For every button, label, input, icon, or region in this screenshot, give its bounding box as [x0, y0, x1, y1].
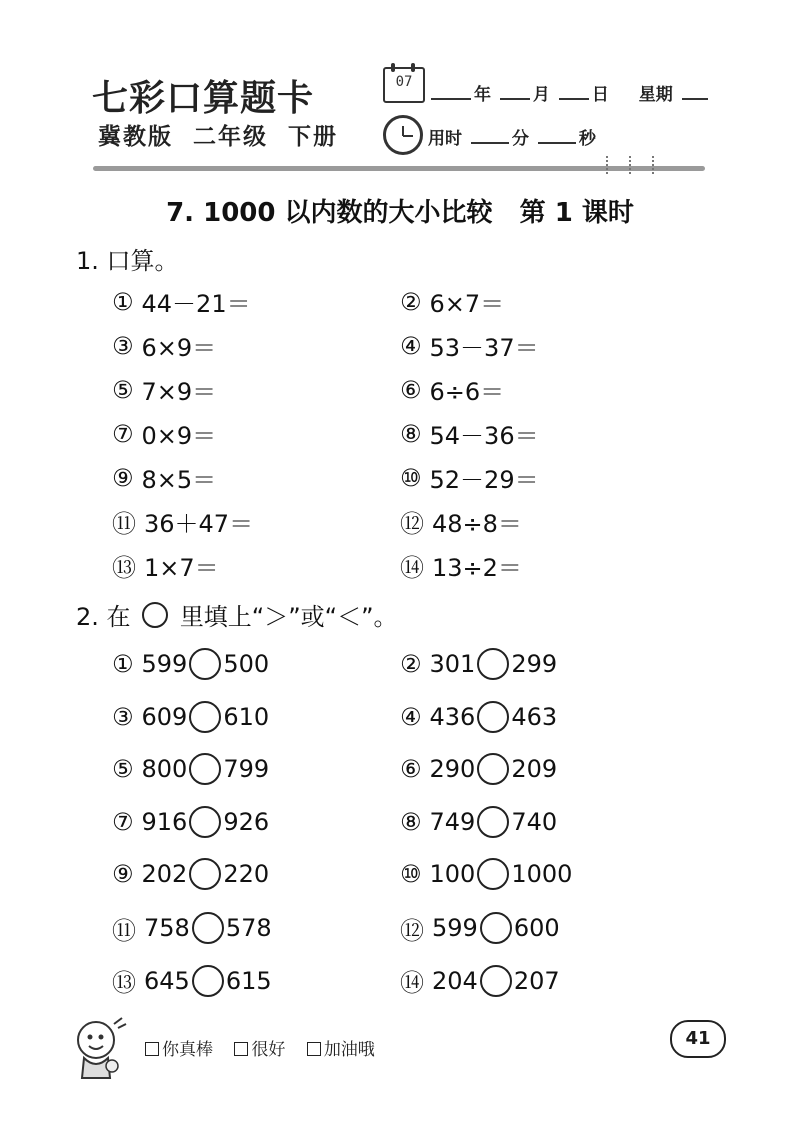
oral-calc-item: [112, 460, 216, 495]
item-number: ⑪: [112, 916, 136, 945]
section2-title: [76, 597, 398, 632]
compare-circle[interactable]: [192, 965, 224, 997]
calc-expression: 1×7＝: [144, 554, 219, 582]
day-label: 日: [591, 85, 609, 105]
right-number: 926: [223, 807, 270, 836]
circle-icon: [142, 602, 168, 628]
item-number: ⑫: [400, 510, 424, 538]
oral-calc-item: [400, 416, 539, 451]
calc-expression: 54－36＝: [429, 422, 539, 450]
item-number: ⑭: [400, 554, 424, 582]
right-number: 299: [511, 650, 558, 678]
compare-circle[interactable]: [189, 806, 221, 838]
calc-expression: 44－21＝: [141, 290, 251, 318]
oral-calc-item: [112, 328, 216, 363]
oral-calc-item: [400, 504, 522, 539]
compare-circle[interactable]: [189, 648, 221, 680]
item-number: ③: [112, 331, 134, 360]
item-number: ②: [400, 287, 422, 316]
left-number: 749: [429, 807, 476, 836]
oral-calc-item: [112, 372, 216, 407]
calendar-icon: [383, 67, 425, 103]
compare-item: [112, 753, 269, 785]
item-number: ⑥: [400, 375, 422, 404]
compare-circle[interactable]: [189, 858, 221, 890]
item-number: ⑬: [112, 554, 136, 582]
left-number: 758: [144, 914, 190, 942]
self-rating: [145, 1035, 391, 1060]
item-number: ⑧: [400, 419, 422, 448]
compare-circle[interactable]: [192, 912, 224, 944]
oral-calc-item: [400, 460, 539, 495]
compare-item: [112, 963, 272, 998]
left-number: 916: [141, 807, 188, 836]
rating-label: 你真棒: [162, 1040, 213, 1060]
mascot-icon: [68, 1012, 132, 1084]
time-fields: [428, 124, 596, 149]
left-number: 290: [429, 755, 476, 783]
calendar-number: 07: [395, 74, 413, 90]
right-number: 207: [513, 966, 560, 995]
oral-calc-item: [112, 504, 253, 539]
second-label: 秒: [578, 129, 596, 149]
left-number: 800: [141, 755, 188, 783]
item-number: ⑦: [112, 419, 134, 448]
compare-circle[interactable]: [189, 701, 221, 733]
compare-item: [400, 806, 557, 838]
right-number: 220: [223, 860, 270, 888]
compare-circle[interactable]: [477, 753, 509, 785]
compare-circle[interactable]: [477, 806, 509, 838]
oral-calc-item: [112, 284, 251, 319]
compare-item: [400, 963, 560, 998]
calc-expression: 6×9＝: [141, 334, 217, 362]
left-number: 609: [141, 702, 188, 731]
item-number: ⑤: [112, 755, 134, 783]
item-number: ③: [112, 702, 134, 731]
item-number: ④: [400, 702, 422, 731]
calc-expression: 36＋47＝: [144, 510, 254, 538]
minute-label: 分: [511, 129, 529, 149]
right-number: 740: [511, 807, 558, 836]
compare-circle[interactable]: [477, 858, 509, 890]
compare-circle[interactable]: [189, 753, 221, 785]
compare-circle[interactable]: [480, 912, 512, 944]
rating-option-good[interactable]: [234, 1040, 285, 1060]
compare-item: [400, 701, 557, 733]
item-number: ⑨: [112, 463, 134, 492]
right-number: 500: [223, 650, 270, 678]
item-number: ⑧: [400, 807, 422, 836]
calc-expression: 48÷8＝: [432, 510, 522, 538]
compare-circle[interactable]: [477, 701, 509, 733]
clock-icon: [383, 115, 423, 155]
rating-option-keep-going[interactable]: [307, 1040, 375, 1060]
left-number: 202: [141, 860, 188, 888]
right-number: 610: [223, 702, 270, 731]
calc-expression: 6×7＝: [429, 290, 505, 318]
item-number: ⑨: [112, 860, 134, 888]
compare-item: [112, 648, 269, 680]
right-number: 600: [513, 914, 560, 942]
compare-item: [112, 911, 272, 946]
section2-title-prefix: 2. 在: [76, 603, 131, 631]
oral-calc-item: [400, 548, 522, 583]
calc-expression: 8×5＝: [141, 466, 217, 494]
compare-item: [112, 701, 269, 733]
right-number: 1000: [511, 860, 573, 888]
item-number: ①: [112, 287, 134, 316]
item-number: ⑦: [112, 807, 134, 836]
left-number: 301: [429, 650, 476, 678]
item-number: ⑥: [400, 755, 422, 783]
checkbox-icon[interactable]: [307, 1042, 321, 1056]
right-number: 209: [511, 755, 558, 783]
left-number: 599: [141, 650, 188, 678]
compare-item: [400, 648, 557, 680]
page-number: 41: [670, 1020, 726, 1058]
weekday-label: 星期: [638, 85, 673, 105]
item-number: ①: [112, 650, 134, 678]
month-label: 月: [532, 85, 550, 105]
calc-expression: 6÷6＝: [429, 378, 505, 406]
rating-option-great[interactable]: [145, 1040, 213, 1060]
item-number: ⑬: [112, 969, 136, 997]
compare-item: [112, 806, 269, 838]
item-number: ⑭: [400, 969, 424, 997]
oral-calc-item: [112, 548, 219, 583]
year-label: 年: [474, 85, 491, 105]
rating-label: 很好: [251, 1040, 286, 1060]
item-number: ④: [400, 331, 422, 360]
oral-calc-item: [400, 284, 504, 319]
item-number: ⑫: [400, 916, 424, 945]
time-label: 用时: [428, 129, 462, 149]
item-number: ⑩: [400, 860, 422, 888]
edition-label: 冀教版 二年级 下册: [98, 124, 339, 150]
left-number: 436: [429, 702, 476, 731]
compare-circle[interactable]: [480, 965, 512, 997]
oral-calc-item: [400, 328, 539, 363]
checkbox-icon[interactable]: [234, 1042, 248, 1056]
left-number: 599: [432, 914, 478, 942]
item-number: ⑤: [112, 375, 134, 404]
right-number: 578: [225, 914, 272, 942]
section1-title: 1. 口算。: [76, 247, 179, 275]
item-number: ⑩: [400, 463, 422, 492]
right-number: 799: [223, 755, 270, 783]
rating-label: 加油哦: [323, 1040, 375, 1060]
calc-expression: 13÷2＝: [432, 554, 522, 582]
calc-expression: 0×9＝: [141, 422, 217, 450]
calc-expression: 53－37＝: [429, 334, 539, 362]
left-number: 204: [432, 966, 478, 995]
brand-title: 七彩口算题卡: [92, 77, 315, 119]
item-number: ⑪: [112, 510, 136, 538]
left-number: 100: [429, 860, 476, 888]
compare-item: [112, 858, 269, 890]
compare-item: [400, 911, 560, 946]
item-number: ②: [400, 650, 422, 678]
right-number: 615: [225, 966, 272, 995]
oral-calc-item: [400, 372, 504, 407]
divider-decoration: [606, 156, 676, 180]
compare-item: [400, 753, 557, 785]
right-number: 463: [511, 702, 558, 731]
calc-expression: 52－29＝: [429, 466, 539, 494]
left-number: 645: [144, 966, 190, 995]
section2-title-suffix: 里填上“＞”或“＜”。: [179, 603, 398, 631]
checkbox-icon[interactable]: [145, 1042, 159, 1056]
calc-expression: 7×9＝: [141, 378, 217, 406]
oral-calc-item: [112, 416, 216, 451]
lesson-title: 7. 1000 以内数的大小比较 第 1 课时: [166, 198, 634, 228]
compare-item: [400, 858, 572, 890]
compare-circle[interactable]: [477, 648, 509, 680]
date-fields: [428, 80, 711, 105]
